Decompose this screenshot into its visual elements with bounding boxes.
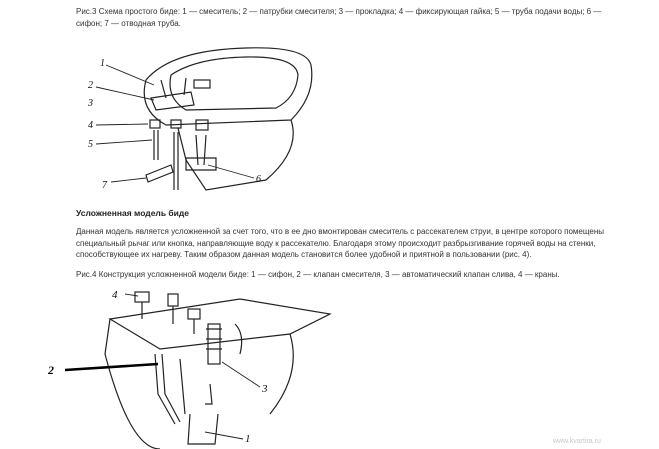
section-paragraph: Данная модель является усложненной за счет того, что в ее дно вмонтирован смеситель с рассекателем струи, в центре которого помещены специальный рычаг или кнопка, направляющие воду к рассекателю. Благодаря этому происходит разбрызгивание горячей воды на стенки, способствующее их нагреву. Таким образом данная модель становится более удобной и приятной в пользовании (рис. 4). bbox=[76, 227, 604, 259]
figure1-label: 6 bbox=[256, 174, 261, 185]
figure1-label: 3 bbox=[88, 98, 93, 109]
figure1-caption: Рис.3 Схема простого биде: 1 — смеситель; 2 — патрубки смесителя; 3 — прокладка; 4 — фиксирующая гайка; 5 — труба подачи воды; 6 — сифон; 7 — отводная труба. bbox=[76, 7, 602, 28]
figure2-label: 1 bbox=[245, 433, 251, 445]
figure2-caption: Рис.4 Конструкция усложненной модели биде: 1 — сифон, 2 — клапан смесителя, 3 — автоматический клапан слива, 4 — краны. bbox=[76, 270, 560, 279]
figure2-label: 2 bbox=[48, 363, 54, 377]
figure1-label: 7 bbox=[102, 180, 107, 191]
figure1-label: 1 bbox=[100, 58, 105, 69]
figure2-diagram bbox=[40, 284, 370, 449]
figure2-label: 3 bbox=[262, 383, 268, 395]
figure2-label: 4 bbox=[112, 289, 118, 301]
figure1-label: 4 bbox=[88, 120, 93, 131]
figure1-label: 5 bbox=[88, 139, 93, 150]
figure1-diagram bbox=[76, 40, 376, 200]
figure1-label: 2 bbox=[88, 80, 93, 91]
watermark: www.kvartira.ru bbox=[553, 438, 601, 445]
section-heading: Усложненная модель биде bbox=[76, 208, 190, 218]
